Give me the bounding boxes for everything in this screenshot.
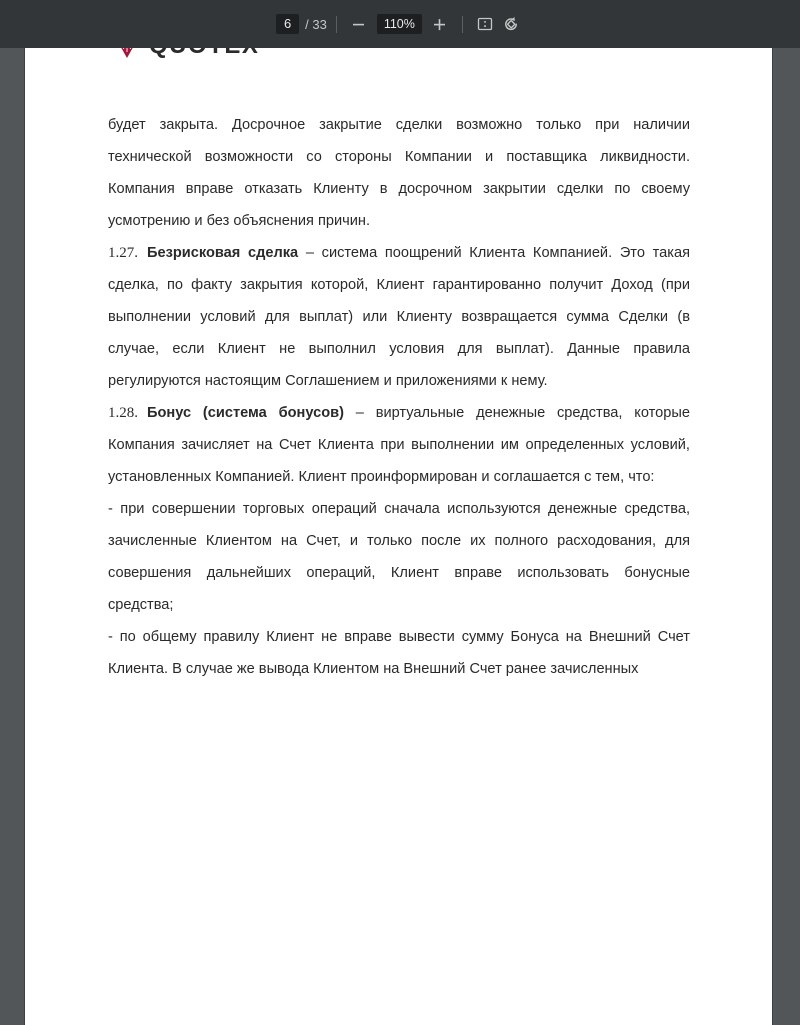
pdf-page-canvas [25, 5, 772, 1025]
paragraph-continued [108, 109, 690, 237]
paragraph-body: - по общему правилу Клиент не вправе вывести сумму Бонуса на Внешний Счет Клиента. В случае же вывода Клиентом на Внешний Счет ранее зачисленных [108, 629, 690, 677]
paragraph-body: будет закрыта. Досрочное закрытие сделки возможно только при наличии технической возможности со стороны Компании и поставщика ликвидности. Компания вправе отказать Клиенту в досрочном закрытии сделки по своему усмотрению и без объяснения причин. [108, 117, 690, 229]
pdf-viewer-toolbar [0, 0, 800, 48]
toolbar-divider-2 [462, 16, 463, 33]
bullet-item-1 [108, 493, 690, 621]
paragraph-body: – виртуальные денежные средства, которые Компания зачисляет на Счет Клиента при выполнении им определенных условий, установленных Компанией. Клиент проинформирован и соглашается с тем, что: [108, 405, 690, 485]
zoom-in-button[interactable] [427, 11, 453, 37]
clause-1-28 [108, 397, 690, 493]
paragraph-body: – система поощрений Клиента Компанией. Это такая сделка, по факту закрытия которой, Клиент гарантированно получит Доход (при выполнении условий для выплат) или Клиенту возвращается сумма Сделки (в случае, если Клиент не выполнил условия для выплат). Данные правила регулируются настоящим Соглашением и приложениями к нему. [108, 245, 690, 389]
page-number-input[interactable]: 6 [276, 14, 299, 34]
zoom-level-display[interactable]: 110% [377, 14, 422, 34]
clause-number: 1.27. [108, 245, 138, 261]
clause-1-27 [108, 237, 690, 397]
clause-term: Бонус (система бонусов) [147, 405, 344, 421]
zoom-out-button[interactable] [346, 11, 372, 37]
document-scroll-area[interactable] [0, 48, 800, 677]
page-count-label: / 33 [305, 16, 327, 32]
clause-term: Безрисковая сделка [147, 245, 299, 261]
bullet-item-2 [108, 621, 690, 685]
rotate-counterclockwise-button[interactable] [498, 11, 524, 37]
paragraph-body: - при совершении торговых операций сначала используются денежные средства, зачисленные Клиентом на Счет, и только после их полного расходования, для совершения дальнейших операций, Клиент вправе использовать бонусные средства; [108, 501, 690, 613]
page-navigation-group [276, 10, 327, 38]
zoom-controls-group [346, 10, 453, 38]
fit-to-page-button[interactable] [472, 11, 498, 37]
clause-number: 1.28. [108, 405, 138, 421]
view-actions-group [472, 10, 524, 38]
toolbar-divider-1 [336, 16, 337, 33]
page-text-content [108, 109, 690, 685]
